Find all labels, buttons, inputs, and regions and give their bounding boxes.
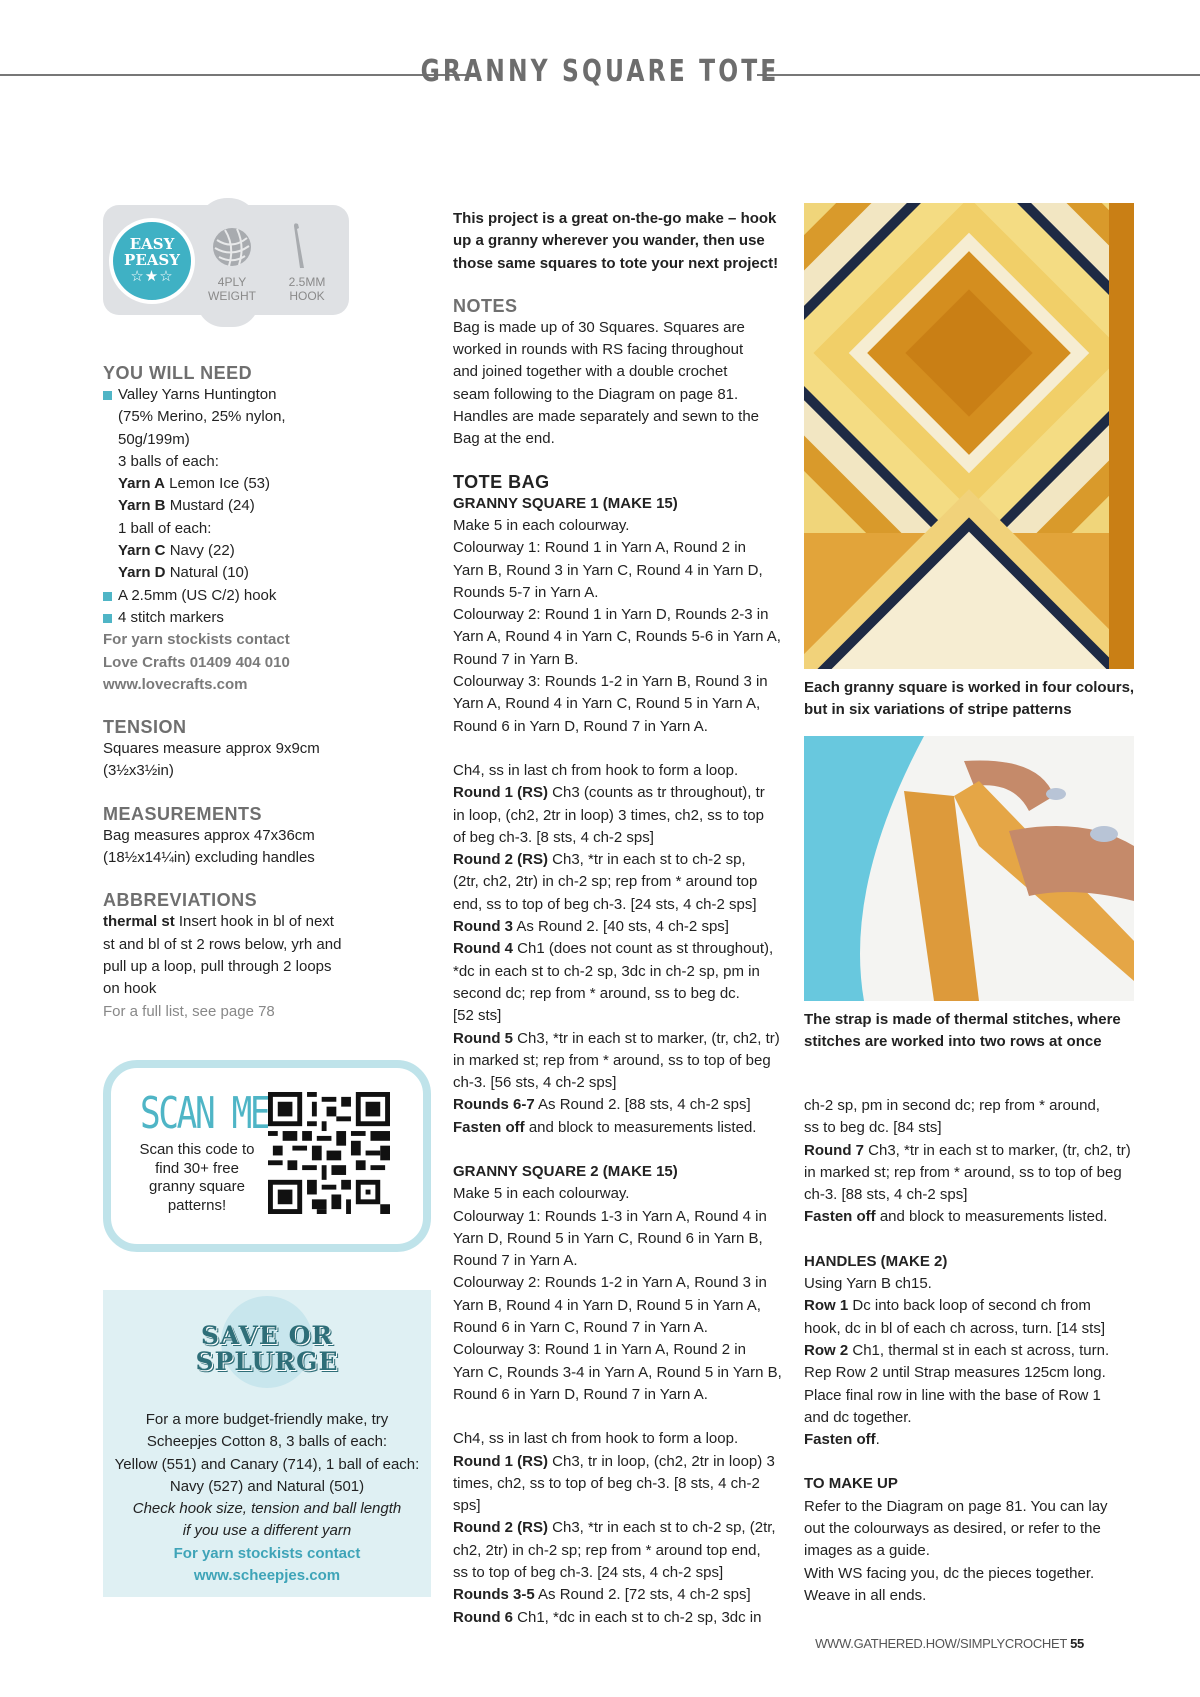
text-line: Colourway 3: Round 1 in Yarn A, Round 2 in: [453, 1341, 746, 1359]
square1-colourways: [453, 515, 783, 738]
text-line: pull up a loop, pull through 2 loops: [103, 957, 332, 975]
yarn-a: [103, 473, 433, 495]
text-line: (2tr, ch2, 2tr) in ch-2 sp; rep from * around top: [453, 873, 758, 891]
text-line: and block to measurements listed.: [875, 1208, 1108, 1226]
yarn-desc: Natural (10): [165, 564, 249, 582]
text-line: of beg ch-3. [8 sts, 4 ch-2 sps]: [453, 828, 654, 846]
text-line: Ch1, thermal st in each st across, turn.: [848, 1341, 1110, 1359]
weight-label-line2: WEIGHT: [208, 289, 256, 303]
yarn-desc: Mustard (24): [165, 497, 255, 515]
column-left: [103, 362, 433, 1023]
round-label: Round 5: [453, 1029, 513, 1047]
badge-line1: EASY: [129, 235, 175, 253]
text-line: in marked st; rep from * around, ss to top of beg: [453, 1051, 771, 1069]
square1-round1: [453, 782, 783, 849]
scan-me-title: SCAN ME: [140, 1088, 269, 1139]
round6-continued: [804, 1095, 1144, 1140]
text-line: Yarn C, Rounds 3-4 in Yarn A, Round 5 in Yarn B,: [453, 1363, 782, 1381]
square1-round5: [453, 1028, 783, 1095]
round-label: Fasten off: [453, 1118, 525, 1136]
measurements-heading: MEASUREMENTS: [103, 803, 263, 824]
qr-code[interactable]: [268, 1092, 390, 1214]
text-line: Ch3 (counts as tr throughout), tr: [548, 784, 765, 802]
text-line: second dc; rep from * around, ss to beg dc.: [453, 984, 740, 1002]
text-line: those same squares to tote your next project!: [453, 254, 779, 272]
text-line: Round 7 in Yarn A.: [453, 1252, 578, 1270]
text-line: For a more budget-friendly make, try: [145, 1411, 389, 1428]
yarn-label: Yarn D: [118, 564, 166, 582]
round-label: Rounds 6-7: [453, 1096, 535, 1114]
handles-row1: [804, 1295, 1144, 1340]
list-item: A 2.5mm (US C/2) hook: [103, 585, 433, 607]
square2-colourways: [453, 1183, 783, 1406]
text-line: Round 6 in Yarn C, Round 7 in Yarn A.: [453, 1319, 708, 1337]
hook-label: [275, 275, 339, 303]
text-line: Ch3, *tr in each st to marker, (tr, ch2, tr): [864, 1141, 1131, 1159]
hook-label-line2: HOOK: [289, 289, 325, 303]
round-label: Round 1 (RS): [453, 1452, 548, 1470]
text-line: Yellow (551) and Canary (714), 1 ball of each:: [114, 1455, 420, 1473]
page-title: GRANNY SQUARE TOTE: [420, 54, 780, 89]
text-line: Yarn B, Round 3 in Yarn C, Round 4 in Yarn D,: [453, 561, 763, 579]
text-line: Weave in all ends.: [804, 1586, 927, 1604]
tension-heading: TENSION: [103, 717, 187, 738]
yarn-desc: Lemon Ice (53): [164, 475, 271, 493]
list-line: 3 balls of each:: [118, 452, 219, 470]
easy-peasy-badge: [109, 218, 195, 304]
text-line: Handles are made separately and sewn to the: [453, 408, 760, 426]
text-line: Colourway 2: Round 1 in Yarn D, Rounds 2-3 in: [453, 606, 769, 624]
text-line: As Round 2. [88 sts, 4 ch-2 sps]: [534, 1096, 751, 1114]
strap-photo: [804, 736, 1134, 1001]
star-rating: ☆★☆: [130, 268, 174, 285]
abbreviation-term: thermal st: [103, 913, 175, 931]
notes-heading: NOTES: [453, 295, 518, 316]
stockist-phone: Love Crafts 01409 404 010: [103, 653, 290, 671]
caption-line: The strap is made of thermal stitches, where: [804, 1011, 1121, 1028]
text-line: Ch1, *dc in each st to ch-2 sp, 3dc in: [513, 1608, 762, 1626]
caption-line: but in six variations of stripe patterns: [804, 701, 1072, 719]
text-line: ss to top of beg ch-3. [24 sts, 4 ch-2 sps]: [453, 1564, 724, 1582]
text-line: This project is a great on-the-go make – hook: [453, 210, 777, 227]
square2-round7: [804, 1140, 1144, 1207]
text-line: in loop, (ch2, 2tr in loop) 3 times, ch2, ss to top: [453, 806, 764, 824]
fasten-label: Fasten off: [804, 1431, 876, 1449]
footer-url[interactable]: WWW.GATHERED.HOW/SIMPLYCROCHET: [815, 1636, 1067, 1651]
save-or-splurge-title: [160, 1323, 374, 1375]
text-line: Colourway 2: Rounds 1-2 in Yarn A, Round 3 in: [453, 1274, 767, 1292]
yarn-label: Yarn C: [118, 542, 166, 560]
text-line: seam following to the Diagram on page 81.: [453, 385, 739, 403]
handles-fasten-off: [804, 1429, 1144, 1451]
text-line: Ch3, tr in loop, (ch2, 2tr in loop) 3: [548, 1452, 775, 1470]
crochet-hook-icon: [290, 222, 310, 270]
round-label: Round 7: [804, 1141, 864, 1159]
square2-heading: GRANNY SQUARE 2 (MAKE 15): [453, 1162, 678, 1180]
text-line: Ch1 (does not count as st throughout),: [513, 940, 774, 958]
text-line: Scheepjes Cotton 8, 3 balls of each:: [146, 1433, 388, 1451]
text-line: ch-3. [56 sts, 4 ch-2 sps]: [453, 1074, 617, 1092]
text-line: Dc into back loop of second ch from: [848, 1297, 1091, 1315]
text-line: and dc together.: [804, 1408, 912, 1426]
text-line: Colourway 1: Round 1 in Yarn A, Round 2 in: [453, 539, 746, 557]
text-line: Rep Row 2 until Strap measures 125cm long.: [804, 1364, 1106, 1382]
text-line: Yarn B, Round 4 in Yarn D, Round 5 in Yarn A,: [453, 1296, 761, 1314]
one-ball-line: 1 ball of each:: [118, 519, 212, 537]
text-line: .: [875, 1431, 880, 1449]
make-up-text: [804, 1496, 1144, 1607]
square1-heading: GRANNY SQUARE 1 (MAKE 15): [453, 494, 678, 512]
text-line: out the colourways as desired, or refer to the: [804, 1520, 1101, 1538]
square1-round4: [453, 938, 783, 1027]
abbreviations-more: For a full list, see page 78: [103, 1002, 275, 1020]
square1-round3: [453, 916, 783, 938]
badge-line2: PEASY: [124, 251, 180, 269]
square2-rounds3-5: [453, 1584, 783, 1606]
italic-line: if you use a different yarn: [182, 1522, 352, 1540]
text-line: Bag is made up of 30 Squares. Squares are: [453, 318, 745, 336]
text-line: ss to beg dc. [84 sts]: [804, 1119, 942, 1137]
stockist-link[interactable]: www.scheepjes.com: [193, 1567, 341, 1585]
make-up-heading: TO MAKE UP: [804, 1475, 898, 1493]
square2-round6: [453, 1607, 783, 1629]
round-label: Round 3: [453, 918, 513, 936]
hook-label-line1: 2.5MM: [288, 275, 326, 289]
text-line: up a granny wherever you wander, then use: [453, 232, 765, 250]
text-line: Rounds 5-7 in Yarn A.: [453, 583, 599, 601]
tote-bag-heading: TOTE BAG: [453, 471, 550, 492]
text-line: Insert hook in bl of next: [174, 913, 334, 931]
yarn-desc: Navy (22): [165, 542, 235, 560]
weight-label: [200, 275, 264, 303]
text-line: Ch3, *tr in each st to ch-2 sp,: [548, 851, 746, 869]
text-line: times, ch2, ss to top of beg ch-3. [8 sts, 4 ch-2 sps]: [453, 1474, 760, 1515]
text-line: *dc in each st to ch-2 sp, 3dc in ch-2 sp, pm in: [453, 962, 760, 980]
round-label: Round 2 (RS): [453, 1519, 548, 1537]
text-line: st and bl of st 2 rows below, yrh and: [103, 935, 342, 953]
text-line: (18½x14¼in) excluding handles: [103, 849, 315, 867]
list-item: 4 stitch markers: [103, 607, 433, 629]
column-middle: [453, 208, 783, 1629]
text-line: Squares measure approx 9x9cm: [103, 740, 320, 758]
yarn-c: [103, 540, 433, 562]
row-label: Row 2: [804, 1341, 849, 1359]
italic-line: Check hook size, tension and ball length: [132, 1500, 402, 1518]
yarn-label: Yarn A: [118, 475, 165, 493]
text-line: in marked st; rep from * around, ss to top of beg: [804, 1163, 1122, 1181]
yarn-label: Yarn B: [118, 497, 166, 515]
square2-round1: [453, 1451, 783, 1518]
text-line: With WS facing you, dc the pieces together.: [804, 1564, 1095, 1582]
square1-start: Ch4, ss in last ch from hook to form a loop.: [453, 761, 739, 779]
handles-start: Using Yarn B ch15.: [804, 1275, 932, 1293]
photo-caption-2: [804, 1009, 1144, 1054]
granny-square-photo: [804, 203, 1134, 669]
caption-line: Each granny square is worked in four colours,: [804, 679, 1135, 696]
handles-heading: HANDLES (MAKE 2): [804, 1252, 948, 1270]
stockist-link[interactable]: www.lovecrafts.com: [103, 675, 248, 693]
text-line: Round 6 in Yarn D, Round 7 in Yarn A.: [453, 717, 708, 735]
square2-round2: [453, 1517, 783, 1584]
column-right: [804, 1095, 1144, 1607]
save-or-splurge-text: [103, 1409, 431, 1587]
measurements-text: [103, 825, 433, 870]
text-line: Ch3, *tr in each st to marker, (tr, ch2, tr): [513, 1029, 780, 1047]
text-line: Yarn A, Round 4 in Yarn C, Rounds 5-6 in Yarn A,: [453, 628, 781, 646]
square2-fasten-off: [804, 1206, 1144, 1228]
weight-label-line1: 4PLY: [217, 275, 247, 289]
abbreviation-entry: [103, 911, 433, 1000]
row-label: Row 1: [804, 1297, 849, 1315]
round-label: Fasten off: [804, 1208, 876, 1226]
text-line: Colourway 1: Rounds 1-3 in Yarn A, Round 4 in: [453, 1207, 767, 1225]
text-line: Colourway 3: Rounds 1-2 in Yarn B, Round 3 in: [453, 673, 768, 691]
caption-line: stitches are worked into two rows at once: [804, 1033, 1102, 1051]
text-line: on hook: [103, 980, 157, 998]
stockist-line: For yarn stockists contact: [173, 1544, 361, 1562]
text-line: and joined together with a double crochet: [453, 363, 728, 381]
square1-rounds6-7: [453, 1094, 783, 1116]
text-line: worked in rounds with RS facing throughout: [453, 341, 744, 359]
round-label: Round 2 (RS): [453, 851, 548, 869]
text-line: Place final row in line with the base of Row 1: [804, 1386, 1101, 1404]
materials-list: [103, 384, 433, 696]
text-line: Navy (527) and Natural (501): [169, 1477, 365, 1495]
abbreviations-heading: ABBREVIATIONS: [103, 890, 258, 911]
tension-text: [103, 738, 433, 783]
text-line: [52 sts]: [453, 1007, 502, 1025]
text-line: Bag at the end.: [453, 430, 555, 448]
round-label: Rounds 3-5: [453, 1586, 535, 1604]
text-line: (3½x3½in): [103, 762, 174, 780]
square2-start: Ch4, ss in last ch from hook to form a loop.: [453, 1430, 739, 1448]
page-number: 55: [1070, 1636, 1084, 1651]
strap-illustration: [804, 736, 1134, 1001]
text-line: Bag measures approx 47x36cm: [103, 826, 315, 844]
text-line: As Round 2. [40 sts, 4 ch-2 sps]: [513, 918, 729, 936]
text-line: ch2, 2tr) in ch-2 sp; rep from * around top end,: [453, 1541, 761, 1559]
scan-me-text: Scan this code to find 30+ free granny square patterns!: [139, 1141, 255, 1214]
round-label: Round 4: [453, 940, 513, 958]
yarn-b: [103, 495, 433, 517]
round-label: Round 6: [453, 1608, 513, 1626]
page-footer: [815, 1636, 1084, 1651]
text-line: end, ss to top of beg ch-3. [24 sts, 4 ch-2 sps]: [453, 895, 757, 913]
granny-square-illustration: [804, 203, 1134, 669]
text-line: Round 7 in Yarn B.: [453, 650, 579, 668]
text-line: ch-2 sp, pm in second dc; rep from * around,: [804, 1097, 1100, 1114]
photo-caption-1: [804, 677, 1144, 722]
text-line: Round 6 in Yarn D, Round 7 in Yarn A.: [453, 1385, 708, 1403]
text-line: hook, dc in bl of each ch across, turn. [14 sts]: [804, 1319, 1105, 1337]
text-line: Yarn A, Round 4 in Yarn C, Round 5 in Yarn A,: [453, 695, 761, 713]
handles-rest: [804, 1362, 1144, 1429]
yarn-d: [103, 562, 433, 584]
text-line: ch-3. [88 sts, 4 ch-2 sps]: [804, 1186, 968, 1204]
notes-text: [453, 317, 783, 451]
stockist-line: For yarn stockists contact: [103, 631, 290, 649]
text-line: Ch3, *tr in each st to ch-2 sp, (2tr,: [548, 1519, 776, 1537]
title-line: SAVE OR: [200, 1321, 334, 1350]
list-line: 50g/199m): [118, 430, 190, 448]
text-line: As Round 2. [72 sts, 4 ch-2 sps]: [534, 1586, 751, 1604]
text-line: Make 5 in each colourway.: [453, 516, 630, 534]
text-line: images as a guide.: [804, 1542, 930, 1560]
square1-round2: [453, 849, 783, 916]
text-line: Make 5 in each colourway.: [453, 1185, 630, 1203]
title-line: SPLURGE: [195, 1347, 339, 1376]
round-label: Round 1 (RS): [453, 784, 548, 802]
text-line: Refer to the Diagram on page 81. You can lay: [804, 1497, 1108, 1515]
list-line: (75% Merino, 25% nylon,: [118, 408, 286, 426]
list-line: Valley Yarns Huntington: [118, 386, 277, 403]
square1-fasten-off: [453, 1117, 783, 1139]
you-will-need-heading: YOU WILL NEED: [103, 363, 253, 383]
text-line: Yarn D, Round 5 in Yarn C, Round 6 in Yarn B,: [453, 1229, 763, 1247]
yarn-ball-icon: [211, 226, 253, 268]
list-item: [103, 384, 433, 473]
intro-text: [453, 208, 783, 275]
text-line: and block to measurements listed.: [524, 1118, 757, 1136]
handles-row2: [804, 1340, 1144, 1362]
